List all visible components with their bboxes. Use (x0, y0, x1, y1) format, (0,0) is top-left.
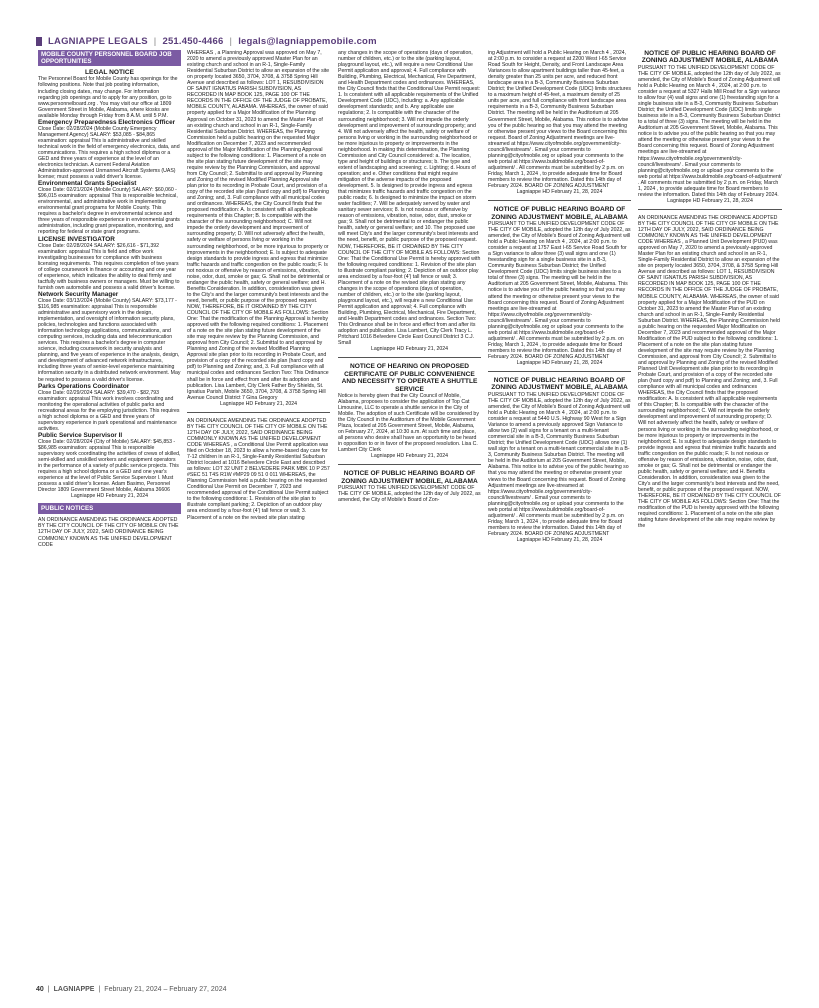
notice-heading: NOTICE OF HEARING ON PROPOSED CERTIFICATE OF PUBLIC CONVENIENCE AND NECESSITY TO OPERATE A SHUTTLE SERVICE (341, 363, 478, 393)
divider (488, 371, 631, 372)
column-2 (187, 50, 330, 960)
job-opportunities-header: MOBILE COUNTY PERSONNEL BOARD JOB OPPORTUNITIES (38, 50, 181, 66)
job-body: Close Date: 02/28/2024 SALARY: $26,616 - $71,392 examination: appraisal This is field and office work investigating businesses for compliance with business licensing requirements. This requires completion of two years of college coursework in finance or accounting and one year of experience, which indicates the ability to deal firmly and tactfully with business owners or managers. Must be willing to furnish own automobile and possess a valid driver's license. (38, 242, 180, 291)
job-title: Public Service Supervisor II (38, 431, 123, 439)
job-title: Environmental Grants Specialist (38, 180, 137, 188)
ordinance-text: any changes in the scope of operations (days of operation, number of children, etc.) or to the site (parking layout, playground layout, etc.), will require a new Conditional Use Permit application and approval; 4. Full compliance with Building, Plumbing, Electrical, Mechanical, Fire Department, and Health Department codes and ordinances. WHEREAS, the City Council finds that the Conditional Use Permit request: 1. Is consistent with all applicable requirements of the Unified Development Code (UDC), including: a. Any applicable development standards; and b. Any applicable use regulations; 2. Is compatible with the character of the surrounding neighborhood; 3. Will not impede the orderly development and improvement of surrounding property; and 4. Will not adversely affect the health, safety or welfare of persons living or working in the surrounding neighborhood or be more injurious to property or improvements in the neighborhood. In making this determination, the Planning Commission and City Council considered: a. The location, type and height of buildings or structures; b. The type and extent of landscaping and screening; c. Lighting; d. Hours of operation; and e. Other conditions that might require mitigation of the adverse impacts of the proposed development. 5. Is designed to provide ingress and egress that minimizes traffic hazards and traffic congestion on the public roads; 6. Is designed to minimize the impact on storm water facilities; 7. Will be adequately served by water and sanitary sewer services; 8. Is not noxious or offensive by reason of emissions, vibration, noise, odor, dust, smoke or gas; 9. Shall not be detrimental to or endanger the public health, safety or general welfare; and 10. The proposed use will meet City's and the larger community's best interests and the need, benefit, or public purpose of the proposed request. NOW, THEREFORE, BE IT ORDAINED BY THE CITY COUNCIL OF THE CITY OF MOBILE AS FOLLOWS: Section One: That the Conditional Use Permit is hereby approved with the following required conditions: 1. Revision of the site plan to illustrate compliant parking; 2. Depiction of an outdoor play area enclosed by a four-foot (4') tall fence or wall; 3. Placement of a note on the revised site plan stating any changes in the scope of operations (days of operation, number of children, etc.) or to the site (parking layout, playground layout, etc.), will require a new Conditional Use Permit application and approval; 4. Full compliance with Building, Plumbing, Electrical, Mechanical, Fire Department, and Health Department codes and ordinances. Section Two: This Ordinance shall be in force and effect from and after its adoption and publication. Lisa Lambert, City Clerk Tracy L. Pritchard 1016 Belvedere Circle East Council District 3 C.J. Small (338, 50, 481, 347)
page-number: 40 (36, 986, 44, 993)
publication-line: Lagniappe HD February 21, 2024 (220, 400, 297, 407)
notice-heading: NOTICE OF PUBLIC HEARING BOARD OF ZONING ADJUSTMENT MOBILE, ALABAMA (491, 206, 628, 221)
column-1 (38, 50, 181, 960)
public-notices-header: PUBLIC NOTICES (38, 503, 181, 514)
email-link[interactable]: legals@lagniappemobile.com (238, 35, 377, 47)
legal-notice-heading: LEGAL NOTICE (85, 69, 134, 76)
ordinance-text: AN ORDINANCE AMENDING THE ORDINANCE ADOPTED BY THE CITY COUNCIL OF THE CITY OF MOBILE ON THE 12TH DAY OF JULY, 2022, SAID ORDINANCE BEING COMMONLY KNOWN AS THE UNIFIED DEVELOPMENT CODE WHEREAS , a Conditional Use Permit application was filed on October 18, 2023 to allow a home-based day care for 7-12 children in an R-1, Single-Family Residential Suburban District located at 1016 Belvedere Circle East and described as follows: LOT 32 UNIT 2 BELVEDERE PARK MBK 10 P 257 #SEC 51 T4S R1W #MP29 09 51 0 011 WHEREAS, the Planning Commission held a public hearing on the requested Conditional Use Permit on December 7, 2023 and recommended approval of the Conditional Use Permit subject to the following conditions: 1. Revision of the site plan to illustrate compliant parking; 2. Depiction of an outdoor play area enclosed by a four-foot (4') tall fence or wall; 3. Placement of a note on the revised site plan stating (187, 417, 330, 521)
page-footer (36, 986, 227, 993)
column-4 (488, 50, 631, 960)
ordinance-text: AN ORDINANCE AMENDING THE ORDINANCE ADOPTED BY THE CITY COUNCIL OF THE CITY OF MOBILE ON THE 12TH DAY OF JULY, 2022, SAID ORDINANCE BEING COMMONLY KNOWN AS THE UNIFIED DEVELOPMENT CODE WHEREAS , a Planned Unit Development (PUD) was approved on May 7, 2020 to amend a previously-approved Master Plan for an existing church and school in an R-1, Single-Family Residential District to allow an expansion of the site on property located 3650, 3704, 3708, & 3758 Spring Hill Avenue and described as follows: LOT 1, RESUBDIVISION OF SAINT IGNATIUS PARISH SUBDIVISION, AS RECORDED IN MAP BOOK 125, PAGE 100 OF THE RECORDS IN THE OFFICE OF THE JUDGE OF PROBATE, MOBILE COUNTY, ALABAMA. WHEREAS, the owner of said property applied for a Major Modification of the PUD on October 31, 2023 to amend the Master Plan of an existing church and school in an R-1, Single-Family Residential Suburban District. WHEREAS, the Planning Commission held a public hearing on the requested Major Modification on December 7, 2023 and recommended approval of the Major Modification of the PUD subject to the following conditions: 1. Placement of a note on the site plan stating future development of the site may require review by the Planning Commission, and approval from City Council; 2. Submittal to and approval by Planning and Zoning of the revised Modified Planned Unit Development site plan prior to its recording in Probate Court, and provision of a copy of the recorded site plan (hard copy and pdf) to Planning and Zoning; and, 3. Full compliance with all municipal codes and ordinances WHEREAS, the City Council finds that the proposed modification: A. Is consistent with all applicable requirements of this Chapter; B. Is compatible with the character of the surrounding neighborhood; C. Will not impede the orderly development and improvement of surrounding property; D. Will not adversely affect the health, safety or welfare of persons living or working in the surrounding neighborhood, or be more injurious to property or improvements in the neighborhood; E. Is subject to adequate design standards to provide ingress and egress that minimize traffic hazards and traffic congestion on the public roads; F. Is not noxious or offensive by reason of emissions, vibration, noise, odor, dust, smoke or gas; G. Shall not be detrimental or endanger the public health, safety or general welfare; and H. Benefits Consideration. In addition, consideration was given to the City's and the larger community's best interests and the need, benefit, or public purpose of the proposed request. NOW, THEREFORE, BE IT ORDAINED BY THE CITY COUNCIL OF THE CITY OF MOBILE AS FOLLOWS: Section One: That the modification of the PUD is hereby approved with the following required conditions: 1. Placement of a note on the site plan stating future development of the site may require review by the (638, 214, 781, 530)
separator: | (229, 35, 233, 47)
publication-line: Lagniappe HD February 21, 28, 2024 (516, 537, 603, 543)
job-body: Close Date: 02/29/2024 SALARY: $39,470 - $82,793 examination: appraisal This work involves coordinating and monitoring the operational activities of public parks and recreational areas for the employing jurisdiction. This requires a high school diploma or a GED and three years of supervisory experience in park operational and maintenance activities. (38, 389, 180, 432)
notice-text: PURSUANT TO THE UNIFIED DEVELOPMENT CODE OF THE CITY OF MOBILE, adopted the 12th day of July 2022, as amended, the City of Mobile's Board of Zoning Adjustment will hold a Public Hearing on March 4 , 2024, at 2:00 p.m. to consider a request at 5327 Halls Mill Road for a Sign variance to allow four (4) wall signs and one (1) freestanding sign for a single business site in a B-3, Community Business Suburban District; the Unified Development Code (UDC) limits single business site in a B-3, Community Business Suburban District to a total of three (3) signs. The meeting will be held in the Auditorium at 205 Government Street, Mobile, Alabama. This notice is to advise you of the public hearing so that you may attend the meeting or otherwise present your views to the Board concerning this request. Board of Zoning Adjustment meetings are live-streamed at https://www.cityofmobile.org/government/city-council/livestream/ . Email your comments to planning@cityofmobile.org or upload your comments to the web portal at https://www.buildmobile.org/board-of-adjustment/ . All comments must be submitted by 2 p.m. on Friday, March 1, 2024 , to provide adequate time for Board members to review the information. Dated this 14th day of February 2024. (638, 64, 782, 198)
issue-dates: February 21, 2024 – February 27, 2024 (104, 986, 227, 993)
job-body: Close Date: 02/28/2024 (Mobile County Emergency Management Agency) SALARY: $53,085 - $84,865 examination: appraisal This is administrative and skilled technical work in the field of emergency electronics, data, and communications. This requires a high school diploma or a GED and three years of experience at the level of an electronics technician. A current Federal Aviation Administration-approved Unmanned Aircraft Systems (UAS) license; must possess a valid driver's license. (38, 125, 180, 181)
publication-line: Lagniappe HD February 21, 2024 (71, 493, 148, 500)
masthead (36, 34, 784, 48)
publication-line: Lagniappe HD February 21, 2024 (371, 346, 448, 353)
separator: | (153, 35, 157, 47)
job-title: LICENSE INVESTIGATOR (38, 235, 115, 243)
publication-line: Lagniappe HD February 21, 28, 2024 (516, 189, 603, 196)
notice-text: PURSUANT TO THE UNIFIED DEVELOPMENT CODE OF THE CITY OF MOBILE, adopted the 12th day of July 2022, as amended, the City of Mobile's Board of Zoning Adjustment will hold a Public Hearing on March 4 , 2024, at 2:00 p.m. to consider a request at 5440 U.S. Highway 90 West for a Sign Variance to amend a previously approved Sign Variance to allow two (2) wall signs for a tenant on a multi-tenant commercial site in a B-3, Community Business Suburban District; the Unified Development Code (UDC) allows one (1) wall sign for a tenant on a multi-tenant commercial site in a B-3, Community Business Suburban District. The meeting will be held in the Auditorium at 205 Government Street, Mobile, Alabama. This notice is to advise you of the public hearing so that you may attend the meeting or otherwise present your views to the Board concerning this request. Board of Zoning Adjustment meetings are live-streamed at https://www.cityofmobile.org/government/city-council/livestream/ . Email your comments to planning@cityofmobile.org or upload your comments to the web portal at https://www.buildmobile.org/board-of-adjustment/ . All comments must be submitted by 2 p.m. on Friday, March 1, 2024 , to provide adequate time for Board members to review the information. Dated this 14th day of February 2024. BOARD OF ZONING ADJUSTMENT (488, 391, 631, 537)
notice-heading: NOTICE OF PUBLIC HEARING BOARD OF ZONING ADJUSTMENT MOBILE, ALABAMA (341, 470, 478, 485)
job-body: Close Date: 03/13/2024 (Mobile County) SALARY: $73,177 - $116,985 examination: appraisal This is responsible administrative and supervisory work in the design, implementation, and oversight of information security plans, policies, technologies and functions associated with information technology applications, communications, and computing services, including data and telecommunication services. This requires a bachelor's degree in computer science, including coursework in security analysis and planning, and five years of experience in the analysis, design, and development of advanced network infrastructures, including three years of senior-level experience maintaining information security in a distributed network environment. May be required to possess a valid driver's license. (38, 297, 181, 383)
separator: | (47, 986, 50, 993)
divider (338, 357, 481, 358)
notice-text: ing Adjustment will hold a Public Hearing on March 4 , 2024, at 2:00 p.m. to consider a request at 2200 West I-65 Service Road South for Height, Density, and Front Landscape Area Variances to allow apartment buildings taller than 45-feet, a density greater than 25 units per acre, and reduced front landscape area in a B-3, Community Business Suburban District; the Unified Development Code (UDC) limits structures to a maximum height of 45-feet, a maximum density of 25 units per acre, and full compliance with front landscape area requirements in a B-3, Community Business Suburban District. The meeting will be held in the Auditorium at 205 Government Street, Mobile, Alabama. This notice is to advise you of the public hearing so that you may attend the meeting or otherwise present your views to the Board concerning this request. Board of Zoning Adjustment meetings are live-streamed at https://www.cityofmobile.org/government/city-council/livestream/ . Email your comments to planning@cityofmobile.org or upload your comments to the web portal at https://www.buildmobile.org/board-of-adjustment/ . All comments must be submitted by 2 p.m. on Friday, March 1, 2024 , to provide adequate time for Board members to review the information. Dated this 14th day of February 2024. BOARD OF ZONING ADJUSTMENT (488, 50, 631, 190)
column-5 (638, 50, 782, 960)
publication-line: Lagniappe HD February 21, 2024 (371, 453, 448, 460)
notice-text: PURSUANT TO THE UNIFIED DEVELOPMENT CODE OF THE CITY OF MOBILE, adopted the 12th day of July 2022, as amended, the City of Mobile's Board of Zon- (338, 485, 481, 504)
intro-text: The Personnel Board for Mobile County has openings for the following positions. Note that job posting information, including closing dates, may change. For information regarding job openings and to apply for any position, go to www.personnelboard.org . You may visit our office at 1809 Government Street in Mobile, Alabama, where kiosks are available Monday through Friday from 8 A.M. until 5 P.M. (38, 76, 178, 119)
separator: | (98, 986, 101, 993)
notice-text: Notice is hereby given that the City Council of Mobile, Alabama, proposes to consider the application of Top Cat Limousine, LLC to operate a shuttle service in the City of Mobile. The adoption of such Certificate will be considered by the City Council in the Auditorium of the Mobile Government Plaza, located at 205 Government Street, Mobile, Alabama, on February 27, 2024, at 10:30 a.m. At such time and place, all persons who desire shall have an opportunity to be heard in opposition to or in favor of the proposed resolution. Lisa C. Lambert City Clerk (338, 392, 479, 454)
notice-heading: NOTICE OF PUBLIC HEARING BOARD OF ZONING ADJUSTMENT MOBILE, ALABAMA (491, 377, 628, 392)
job-title: Emergency Preparedness Electronics Officer (38, 118, 176, 126)
ordinance-text: AN ORDINANCE AMENDING THE ORDINANCE ADOPTED BY THE CITY COUNCIL OF THE CITY OF MOBILE ON THE 12TH DAY OF JULY, 2022, SAID ORDINANCE BEING COMMONLY KNOWN AS THE UNIFIED DEVELOPMENT CODE (38, 517, 179, 548)
phone-number: 251.450-4466 (162, 35, 224, 47)
publication-line: Lagniappe HD February 21, 28, 2024 (667, 197, 753, 204)
divider (638, 209, 782, 210)
section-name: LAGNIAPPE LEGALS (48, 35, 148, 47)
job-title: Parks Operations Coordinator (38, 382, 130, 390)
brand-name: LAGNIAPPE (53, 986, 95, 993)
masthead-square-icon (36, 37, 42, 46)
divider (187, 412, 330, 413)
column-3 (338, 50, 481, 960)
job-body: Close Date: 02/28/2024 (City of Mobile) SALARY: $45,853 - $86,985 examination: appraisal This is responsible supervisory work coordinating the activities of crews of skilled, semi-skilled and unskilled workers and equipment operators in the performance of a variety of public service projects. This requires a high school diploma or a GED and one year's experience at the level of Public Service Supervisor I. Must possess a valid driver's license. Adam Basimo, Personnel Director 1809 Government Street Mobile, Alabama 36606 (38, 438, 181, 494)
job-body: Close Date: 02/21/2024 (Mobile County) SALARY: $60,060 - $96,015 examination: appraisal This is responsible technical, environmental, and administrative work in implementing environmental grant programs for Mobile County. This requires a bachelor's degree in environmental science and three years of responsible experience in environmental grants administration, including grant preparation, monitoring, and reporting for federal or state grant programs. (38, 187, 180, 236)
divider (488, 200, 631, 201)
divider (338, 464, 481, 465)
job-title: Network Security Manager (38, 290, 119, 298)
notice-heading: NOTICE OF PUBLIC HEARING BOARD OF ZONING ADJUSTMENT MOBILE, ALABAMA (641, 50, 779, 65)
publication-line: Lagniappe HD February 21, 28, 2024 (516, 360, 603, 367)
notice-text: PURSUANT TO THE UNIFIED DEVELOPMENT CODE OF THE CITY OF MOBILE, adopted the 12th day of July 2022, as amended, the City of Mobile's Board of Zoning Adjustment will hold a Public Hearing on March 4 , 2024, at 2:00 p.m. to consider a request at 1757 East I-65 Service Road South for a Sign variance to allow three (3) wall signs and one (1) freestanding sign for a single business site in a B-3, Community Business Suburban District; the Unified Development Code (UDC) limits single business sites to a total of three (3) signs. The meeting will be held in the Auditorium at 205 Government Street, Mobile, Alabama. This notice is to advise you of the public hearing so that you may attend the meeting or otherwise present your views to the Board concerning this request. Board of Zoning Adjustment meetings are live-streamed at https://www.cityofmobile.org/government/city-council/livestream/ . Email your comments to planning@cityofmobile.org or upload your comments to the web portal at https://www.buildmobile.org/board-of-adjustment/ . All comments must be submitted by 2 p.m. on Friday, March 1, 2024 , to provide adequate time for Board members to review the information. Dated this 14th day of February 2024. BOARD OF ZONING ADJUSTMENT (488, 220, 631, 360)
ordinance-text: WHEREAS , a Planning Approval was approved on May 7, 2020 to amend a previously approved Master Plan for an existing church and school in an R-1, Single-Family Residential Suburban District to allow an expansion of the site on property located 3650, 3704, 3708, & 3758 Spring Hill Avenue and described as follows: LOT 1, RESUBDIVISION OF SAINT IGNATIUS PARISH SUBDIVISION, AS RECORDED IN MAP BOOK 125, PAGE 100 OF THE RECORDS IN THE OFFICE OF THE JUDGE OF PROBATE, MOBILE COUNTY, ALABAMA. WHEREAS, the owner of said property applied for a Major Modification of the Planning Approval on October 31, 2023 to amend the Master Plan of an existing church and school in an R-1, Single-Family Residential Suburban District. WHEREAS, the Planning Commission held a public hearing on the requested Major Modification on December 7, 2023 and recommended approval of the Major Modification of the Planning Approval subject to the following conditions: 1. Placement of a note on the site plan stating future development of the site may require review by the Planning Commission, and approval from City Council; 2. Submittal to and approval by Planning and Zoning of the revised Modified Planning Approval site plan prior to its recording in Probate Court, and provision of a copy of the recorded site plan (hard copy and pdf) to Planning and Zoning; and, 3. Full compliance with all municipal codes and ordinances. WHEREAS, the City Council finds that the proposed modification: A. Is consistent with all applicable requirements of this Chapter; B. Is compatible with the character of the surrounding neighborhood; C. Will not impede the orderly development and improvement of surrounding property; D. Will not adversely affect the health, safety or welfare of persons living or working in the surrounding neighborhood, or be more injurious to property or improvements in the neighborhood; E. Is subject to adequate design standards to provide ingress and egress that minimize traffic hazards and traffic congestion on the public roads; F. Is not noxious or offensive by reason of emissions, vibration, noise, odor, dust, smoke or gas; G. Shall not be detrimental or endanger the public health, safety or general welfare; and H. Benefits Consideration. In addition, consideration was given to the City's and the larger community's best interests and the need, benefit, or public purpose of the proposed request. NOW, THEREFORE, BE IT ORDAINED BY THE CITY COUNCIL OF THE CITY OF MOBILE AS FOLLOWS: Section One: That the modification of the Planning Approval is hereby approved with the following required conditions: 1. Placement of a note on the site plan stating future development of the site may require review by the Planning Commission, and approval from City Council; 2. Submittal to and approval by Planning and Zoning of the revised Modified Planning Approval site plan prior to its recording in Probate Court, and provision of a copy of the recorded site plan (hard copy and pdf) to Planning and Zoning; and, 3. Full compliance with all municipal codes and ordinances Section Two: This Ordinance shall be in force and effect from and after its adoption and publication. Lisa Lambert, City Clerk Father Bry Shields, St. Ignatius Parish, Mobile 3650, 3704, 3708, & 3758 Spring Hill Avenue Council District 7 Gina Gregory (187, 50, 330, 401)
